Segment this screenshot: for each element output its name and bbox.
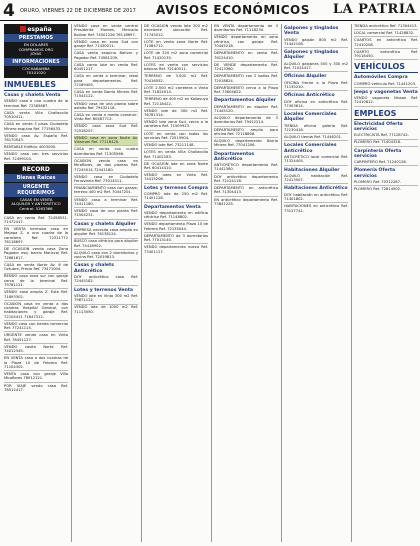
column-divider	[71, 24, 72, 542]
classified-ad: EN anticrético departamento Ref. 73841225.	[214, 197, 278, 206]
classified-ad: CUARTO anticrético Ref. 79118450.	[354, 50, 418, 61]
classified-ad: ANTICRÉTICO local comercial Ref. 71324405.	[284, 155, 348, 166]
classified-ad: ALQUILO casa con 2 dormitorios y cocina Ref. 72019813.	[74, 251, 138, 262]
classified-ad: LOTE 2.500 m2 carretera a Vinto Ref. 71824014.	[144, 86, 208, 97]
classified-ad: VENDO casa a terminar Ref. 74411180.	[74, 198, 138, 209]
ad-line: INFORMACIONES	[4, 58, 68, 66]
classified-ad: DE OCASION vendo lote 200 m2 excelente ubicación Ref. 71745012.	[144, 24, 208, 39]
classified-ad: LOTE en venta zona Norte Ref. 71084712.	[144, 40, 208, 51]
column-6	[354, 24, 418, 542]
classified-ad: DEPARTAMENTO con 2 baños Ref. 72018824.	[214, 74, 278, 85]
classified-ad: CASA en venta Barrio Minero Ref. 71544122.	[74, 90, 138, 101]
classified-ad: VENDO casa de una planta Ref. 71504231.	[74, 209, 138, 220]
ad-line: PRESTAMOS	[4, 34, 68, 42]
ad-brand-text: españa	[27, 26, 52, 33]
classified-ad: DEPARTAMENTO amplio para oficina Ref. 72118806.	[214, 128, 278, 139]
classified-ad: DEPARTAMENTO en alquiler Ref. 71445120.	[214, 105, 278, 116]
classified-ad: DOY oficina en anticrético Ref. 77403614.	[284, 100, 348, 111]
category-heading: INMUEBLES	[4, 80, 68, 91]
column-5	[284, 24, 348, 542]
category-heading: EMPLEOS	[354, 109, 418, 120]
classified-ad: CASA en venta a medio construir, Vinto Ref. 60487713.	[74, 113, 138, 124]
classified-ad: VENTA casa con garaje Villa Miraflores 78912121.	[4, 372, 68, 383]
page-number: 4	[3, 1, 15, 21]
classified-ad: VENDO lotes en Vinto Ref. 74415206.	[144, 173, 208, 184]
classified-ad: CASA en venta Norte Av. 6 de Octubre, Precio Ref. 73471004.	[4, 263, 68, 274]
classified-ad: VENDO casa zona Sud Ref. 72518207.	[74, 124, 138, 135]
subcategory-heading: Jeeps y vagonetas Venta	[354, 89, 418, 95]
classified-ad: ALQUILO galpones 500 y 300 m2 Ref. 71024417.	[284, 62, 348, 73]
classified-ad: CASA venta Villa Challacollo 70510411.	[4, 111, 68, 122]
newspaper-logo: LA PATRIA	[332, 2, 416, 17]
classified-ad: DEPARTAMENTO en anticrético Ref. 71304413.	[214, 186, 278, 197]
column-1	[4, 24, 68, 542]
ad-line: Bienes Raíces	[4, 174, 68, 182]
column-divider	[211, 24, 212, 542]
subcategory-heading: Oficinas Anticrético	[284, 93, 335, 99]
subcategory-heading: Galpones y tinglados Venta	[284, 26, 339, 37]
column-divider	[281, 24, 282, 542]
ad-brand-text: RECORD	[22, 165, 50, 173]
subcategory-heading: Electricidad Oferta servicios	[354, 121, 403, 132]
category-heading: VEHÍCULOS	[354, 62, 418, 73]
classified-ad: VENDO lote zona Sud, cerca a la carretera Ref. 71509923.	[144, 120, 208, 131]
ad-line: ALQUILER Y ANTICRÉTICO	[11, 201, 61, 207]
display-ad-record	[4, 164, 68, 214]
classified-ad: TIENDA anticrético Ref. 71304413.	[354, 24, 418, 30]
column-4	[214, 24, 278, 542]
classified-ad: VENDO departamento Plaza 10 de Febrero Ref. 72135044.	[144, 222, 208, 233]
classified-ad: EN VENTA casa a dos cuadras de la Plaza 10 de Febrero Ref. 71104302.	[4, 356, 68, 371]
classified-ad: DEPARTAMENTO de 3 dormitorios Ref. 77013140.	[144, 234, 208, 245]
subcategory-heading: Lotes y terrenos Compra	[144, 185, 208, 191]
display-ad-espana	[4, 24, 68, 78]
classified-ad: BUSCO casa céntrica para alquiler Ref. 74418902.	[74, 239, 138, 250]
subcategory-heading: Galpones y tinglados Alquiler	[284, 50, 339, 61]
subcategory-heading: Casas y chalets Anticrético	[74, 263, 114, 274]
classified-ad: LOTE en venta con todos los servicios Ref. 72519904.	[144, 132, 208, 143]
classified-ad: URGENTE vendo casa en Vinto Ref. 78451127.	[4, 333, 68, 344]
classified-ad: CASA en venta con cuatro dormitorios Ref. 71305566.	[74, 147, 138, 158]
subcategory-heading: Casas y chalets Alquiler	[74, 221, 136, 227]
classified-ad: VENDO casa en venta central Presidente Montes, Mercado Bolívar Ref. 74501226 76118697.	[74, 24, 138, 39]
classified-ad: TERRENO de 3.000 m2 Ref. 70416552.	[144, 74, 208, 85]
classified-ad: CUARTOS en anticrético Ref. 72410208.	[354, 38, 418, 49]
subcategory-heading: Departamentos Anticrético	[214, 151, 255, 162]
classified-ad: FINANCIAMIENTO casa con garaje, terreno 400 m2 Ref. 70447201.	[74, 186, 138, 197]
subcategory-heading: Departamentos Venta	[144, 204, 201, 210]
subcategory-heading: Automóviles Compra	[354, 75, 408, 81]
brand-mark-icon	[20, 26, 26, 32]
classified-ad: DEPARTAMENTO en venta Ref. 76124410.	[214, 51, 278, 62]
classified-ad: VENDO casa Av. España Ref. 76170543.	[4, 134, 68, 145]
classified-ad: VENDO lote en Vinto 300 m2 Ref. 79871122.	[74, 294, 138, 305]
classified-ad: RENDO casa zona sur con garaje cerca de la terminal Ref. 79781121.	[4, 274, 68, 289]
subcategory-heading: Habitaciones Alquiler	[284, 167, 340, 173]
classified-ad: LOCAL comercial Ref. 71428832.	[354, 31, 418, 37]
classified-ad: PLOMERO Ref. 70312287.	[354, 180, 418, 186]
page-header	[0, 0, 420, 21]
classified-ad: VENDO vagoneta Nissan Ref. 72410812.	[354, 96, 418, 107]
ad-line: JOYAS	[30, 51, 42, 57]
classified-ad: DOY anticrético casa Ref. 72445182.	[74, 275, 138, 286]
classified-ad: VENDO casa en zona Norte Av. Villarroel Ref. 77118420.	[74, 136, 138, 147]
classified-ad: VENDO casa con tienda comercial Ref. 77241115.	[4, 322, 68, 333]
classified-ad: LOTE de 320 m2 zona comercial Ref. 71420135.	[144, 51, 208, 62]
classified-ad: HABITACIONES en anticrético Ref. 73127741.	[284, 204, 348, 213]
subcategory-heading: Locales Comerciales Anticrético	[284, 143, 337, 154]
classified-ad: LOTES en venta Villa Challacollo Ref. 71402183.	[144, 150, 208, 161]
classified-ad: CARPINTERO Ref. 71240126.	[354, 160, 418, 166]
classified-ad: VENDO departamento en zona céntrica, con garaje Ref. 70445218.	[214, 35, 278, 50]
classified-ad: TIENDA oficina galería Ref. 72130418.	[284, 124, 348, 135]
classified-ad: VENDO departamento en edificio céntrico Ref. 71148802.	[144, 211, 208, 222]
classified-ad: COMPRO lote de 250 m2 Ref. 71401128.	[144, 192, 208, 203]
classified-ad: VENDO casa con tres servicios Ref. 72499104.	[4, 152, 68, 163]
ad-brand	[6, 26, 66, 33]
ad-line: URGENTE REQUERIMOS	[4, 183, 68, 197]
classified-ad: VENDO lote de 300 m2 Ref. 76781314.	[144, 109, 208, 120]
subcategory-heading: Plomería Oferta servicios	[354, 168, 396, 179]
classified-ad: CASA como lote en venta Ref. 60451217.	[74, 63, 138, 74]
classified-ad: CASA en venta 3 pisos Ciudadela Minero esquina Ref. 77156433.	[4, 122, 68, 133]
classified-ad: DOY anticrético departamento Ref. 72124118.	[214, 175, 278, 186]
classified-ad: LOTES en venta con servicios básicos Ref. 72140511.	[144, 63, 208, 74]
ad-brand	[6, 166, 66, 173]
ad-line: COCHABAMBA	[22, 65, 50, 71]
column-divider	[351, 24, 352, 542]
classified-ad: ALQUILO departamento Barrio Minero Ref. 77041206.	[214, 139, 278, 150]
classified-ad: VENDO casa en zona Sud con garaje Ref. 71430011.	[74, 40, 138, 51]
classified-ad: CASA en venta a terminar, ideal para departamentos Ref. 72189405.	[74, 74, 138, 89]
classified-ad: ALQUILO habitación Ref. 72413507.	[284, 174, 348, 185]
classified-ad: VENDO lote Ref. 73211148.	[144, 143, 208, 149]
ad-line: CASAS EN VENTA	[19, 196, 53, 202]
classified-ad: CASA en venta Ref. 72458531. 71472417.	[4, 216, 68, 227]
classified-ad: DE VENDE departamento Ref. 72413380.	[214, 63, 278, 74]
classified-ad: CASA venta esquina Bolívar y Pagador Ref. 74581209.	[74, 51, 138, 62]
classified-ad: EN VENTA departamento de 3 dormitorios Ref. 71118230.	[214, 24, 278, 35]
ad-line: COMPRAMOS ORO	[18, 46, 54, 52]
subcategory-heading: Oficinas Alquiler	[284, 74, 327, 80]
classified-ad: TERRENO de 400 m2 en Kollasuyo Ref. 72118422.	[144, 97, 208, 108]
classified-ad: ALQUILO tienda Ref. 71446201.	[284, 135, 348, 141]
classified-ad: ELECTRICISTA Ref. 77128742.	[354, 133, 418, 139]
classified-ad: DOY habitación en anticrético Ref. 71401802.	[284, 193, 348, 204]
classified-ad: VENDO galpón 800 m2 Ref. 71442108.	[284, 38, 348, 49]
classified-ad: POR VIAJE vendo casa Ref. 78512417.	[4, 383, 68, 392]
classified-ad: EMPRESA necesita casa amplia en alquiler Ref. 76138124.	[74, 228, 138, 239]
ad-line: EN DOLARES	[23, 42, 49, 47]
ad-line: Central: 5263366	[19, 205, 53, 211]
subcategory-heading: Locales Comerciales Alquiler	[284, 112, 337, 123]
classified-ad: VENDO lote de 1000 m2 Ref. 71113050.	[74, 305, 138, 314]
classified-ad: DE OCASION vendo casa Zona Pagador esq. barrio Mariscal Ref. 72681617.	[4, 247, 68, 262]
classified-ad: VENDO casa de una planta sobre asfalto Ref. 79432118.	[74, 102, 138, 113]
column-2	[74, 24, 138, 542]
classified-ad: OFICINA frente a la Plaza Ref. 71135210.	[284, 81, 348, 92]
classified-ad: OCASION vendo casa en Miraflores, de dos plantas Ref. 77245014 72441180.	[74, 159, 138, 174]
edition-date: ORURO, VIERNES 22 DE DICIEMBRE DE 2017	[20, 8, 136, 14]
classified-ad: COMPRO vehículo Ref. 71441203.	[354, 82, 418, 88]
column-divider	[141, 24, 142, 542]
classified-ad: DE OCASION lote en zona Norte Ref. 60414410.	[144, 162, 208, 173]
subcategory-heading: Departamentos Alquiler	[214, 98, 276, 104]
classified-ad: VENDO departamento nuevo Ref. 73401127.	[144, 245, 208, 254]
classified-ad: VENDO casa amplia Z. Este Ref. 71893302.	[4, 290, 68, 301]
ad-line: 70101020	[26, 70, 46, 76]
classified-ad: EN VENTA hermosa casa en Mejapa Z. a una cuadra de la carretera Ref. 72321772 76118697.	[4, 227, 68, 246]
classified-ad: RENTABLE Edificio 4003000.	[4, 145, 68, 151]
classified-ad: OCASION casa en venta a dos cuadras Hospital General, con habitaciones y garaje Ref. 72104411 71847312.	[4, 302, 68, 321]
classified-ad: VENDO casa en Ciudadela Ferroviaria Ref. 73014511.	[74, 175, 138, 186]
classified-ad: PLOMERO Ref. 72814502.	[354, 187, 402, 192]
subcategory-heading: Carpintería Oferta servicios	[354, 148, 402, 159]
classified-ad: VENDO casita Norte Ref. 74012345.	[4, 345, 68, 356]
classified-ad: VENDO casa a una cuadra de la terminal Ref. 72385687.	[4, 99, 68, 110]
classified-ad: DEPARTAMENTO cerca a la Plaza Ref. 73604822.	[214, 86, 278, 97]
section-title: AVISOS ECONÓMICOS	[156, 3, 310, 17]
column-3	[144, 24, 208, 542]
classified-ad: ANTICRÉTICO departamento Ref. 71442380.	[214, 163, 278, 174]
subcategory-heading: Lotes y terrenos Venta	[74, 287, 134, 293]
classified-ad: PLOMERO Ref. 71404328.	[354, 140, 418, 146]
classified-ad: ALQUILO departamento de 3 dormitorios Ref. 79412214.	[214, 116, 278, 127]
subcategory-heading: Habitaciones Anticrético	[284, 186, 348, 192]
subcategory-heading: Casas y chalets Venta	[4, 92, 61, 98]
